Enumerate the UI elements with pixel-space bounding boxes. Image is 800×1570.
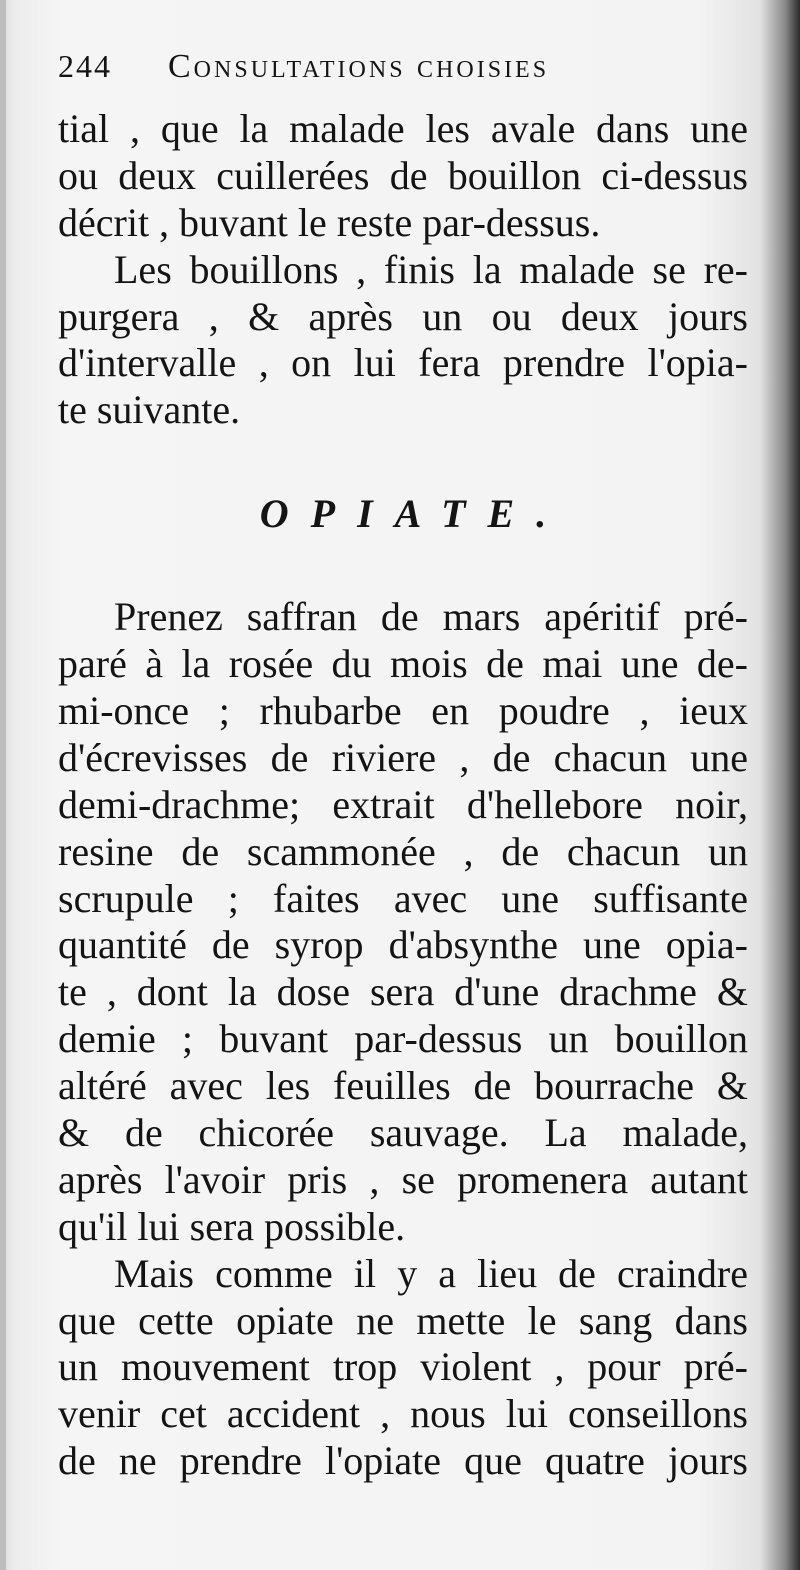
- text-line: Mais comme il y a lieu de craindre: [114, 1250, 748, 1296]
- text-line: décrit , buvant le reste par-dessus.: [58, 199, 601, 245]
- text-line: après l'avoir pris , se promenera autant: [58, 1156, 748, 1202]
- text-line: paré à la rosée du mois de mai une de-: [58, 641, 748, 687]
- text-line: que cette opiate ne mette le sang dans: [58, 1297, 748, 1343]
- text-line: qu'il lui sera possible.: [58, 1203, 406, 1249]
- text-line: demie ; buvant par-dessus un bouillon: [58, 1016, 748, 1062]
- text-line: Les bouillons , finis la malade se re-: [114, 246, 748, 292]
- running-title: Consultations choisies: [168, 48, 550, 85]
- text-line: resine de scammonée , de chacun un: [58, 828, 748, 874]
- paragraph-mais: [58, 1251, 748, 1485]
- paragraph-bouillons: [58, 247, 748, 435]
- text-line: un mouvement trop violent , pour pré-: [58, 1344, 748, 1390]
- text-line: ou deux cuillerées de bouillon ci-dessus: [58, 152, 748, 198]
- text-line: purgera , & après un ou deux jours: [58, 293, 748, 339]
- text-line: te , dont la dose sera d'une drachme &: [58, 969, 748, 1015]
- text-line: de ne prendre l'opiate que quatre jours: [58, 1438, 748, 1484]
- text-line: te suivante.: [58, 387, 241, 433]
- text-line: & de chicorée sauvage. La malade,: [58, 1110, 748, 1156]
- text-line: scrupule ; faites avec une suffisante: [58, 875, 748, 921]
- text-line: mi-once ; rhubarbe en poudre , ieux: [58, 688, 748, 734]
- text-line: venir cet accident , nous lui conseillons: [58, 1391, 748, 1437]
- scan-edge: [0, 0, 6, 1570]
- paragraph-recipe: [58, 594, 748, 1250]
- page-number: 244: [58, 48, 112, 84]
- page-header: [58, 48, 748, 106]
- text-line: quantité de syrop d'absynthe une opia-: [58, 922, 748, 968]
- text-line: d'intervalle , on lui fera prendre l'opia-: [58, 340, 748, 386]
- text-line: Prenez saffran de mars apéritif pré-: [114, 594, 748, 640]
- text-line: altéré avec les feuilles de bourrache &: [58, 1063, 748, 1109]
- text-line: demi-drachme; extrait d'hellebore noir,: [58, 781, 748, 827]
- text-line: tial , que la malade les avale dans une: [58, 106, 748, 151]
- page-content: [58, 48, 748, 1485]
- paragraph-continued: [58, 106, 748, 247]
- text-line: d'écrevisses de riviere , de chacun une: [58, 734, 748, 780]
- section-heading: OPIATE.: [259, 491, 569, 537]
